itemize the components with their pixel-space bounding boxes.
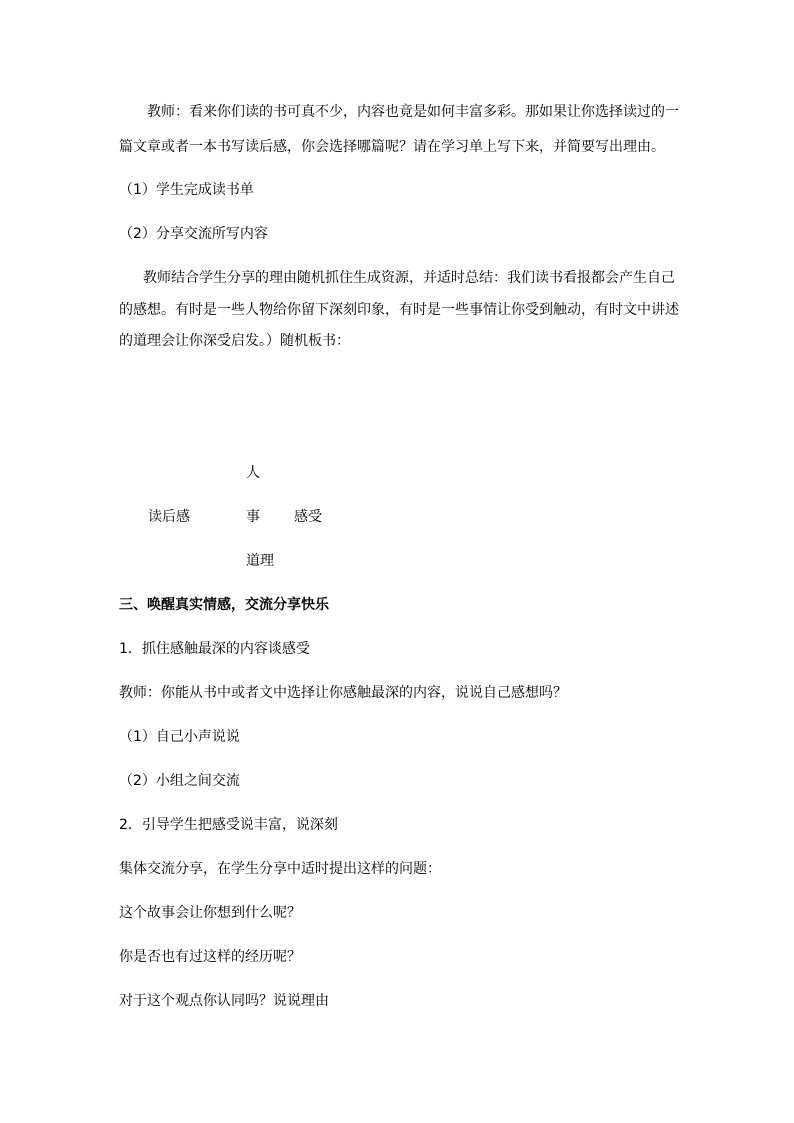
board-person: 人 [246,465,260,481]
paragraph-2-line-2: 的感想。有时是一些人物给你留下深刻印象，有时是一些事情让你受到触动，有时文中讲述 [119,302,679,318]
board-feeling: 感受 [294,509,322,525]
paragraph-1-line-1: 教师：看来你们读的书可真不少，内容也竟是如何丰富多彩。那如果让你选择读过的一 [147,104,679,120]
question-3: 对于这个观点你认同吗？说说理由 [119,993,329,1009]
paragraph-1-line-2: 篇文章或者一本书写读后感，你会选择哪篇呢？请在学习单上写下来，并简要写出理由。 [119,139,665,155]
section-3-item-2: 2．引导学生把感受说丰富，说深刻 [119,817,338,833]
step-1: （1）学生完成读书单 [119,182,254,198]
board-reason: 道理 [246,553,274,569]
question-1: 这个故事会让你想到什么呢？ [119,905,301,921]
collective-sharing: 集体交流分享，在学生分享中适时提出这样的问题： [119,861,441,877]
section-3-heading: 三、唤醒真实情感，交流分享快乐 [119,597,329,613]
board-topic: 读后感 [148,509,190,525]
question-2: 你是否也有过这样的经历呢？ [119,949,301,965]
sub-step-1: （1）自己小声说说 [119,729,240,745]
paragraph-2-line-3: 的道理会让你深受启发。）随机板书： [119,333,350,349]
teacher-question: 教师：你能从书中或者文中选择让你感触最深的内容，说说自己感想吗？ [119,685,567,701]
board-event: 事 [246,509,260,525]
section-3-item-1: 1．抓住感触最深的内容谈感受 [119,641,310,657]
paragraph-2-line-1: 教师结合学生分享的理由随机抓住生成资源，并适时总结：我们读书看报都会产生自己 [143,270,675,286]
sub-step-2: （2）小组之间交流 [119,773,240,789]
step-2: （2）分享交流所写内容 [119,226,268,242]
